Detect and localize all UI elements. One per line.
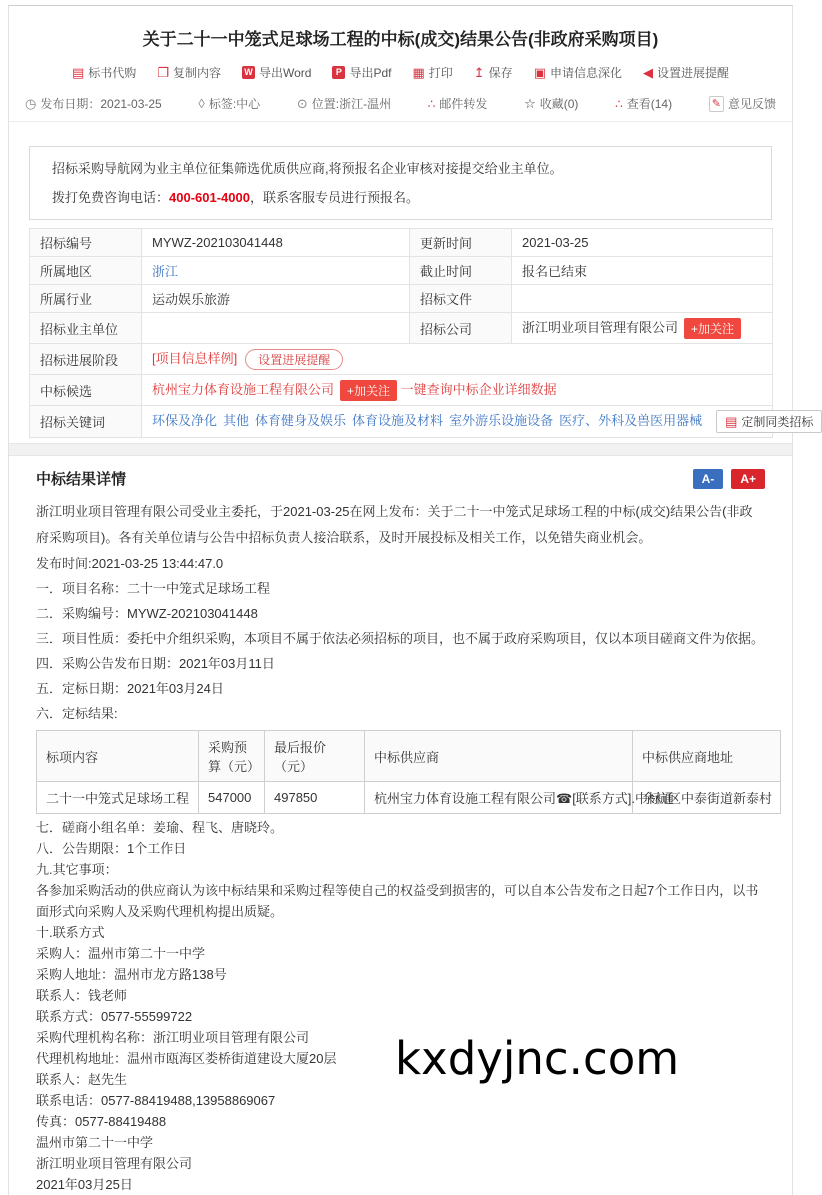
address-cell: 余杭区中泰街道新泰村 <box>633 782 781 814</box>
word-file-icon: W <box>242 66 255 79</box>
final-price-cell: 497850 <box>265 782 365 814</box>
candidate-cell <box>142 375 773 406</box>
detail-line: 十.联系方式 <box>36 925 105 941</box>
col-address-header: 中标供应商地址 <box>633 731 781 782</box>
location-pin-icon: ⊙ <box>296 96 308 111</box>
toolbar-item-progress-reminder[interactable] <box>643 64 729 81</box>
pencil-icon: ✎ <box>709 96 724 112</box>
detail-line: 一．项目名称：二十一中笼式足球场工程 <box>36 581 271 597</box>
bid-info-table <box>29 228 814 438</box>
clock-icon: ◷ <box>25 96 37 111</box>
mail-forward-button[interactable] <box>428 95 488 112</box>
table-row <box>30 344 773 375</box>
detail-line: 浙江明业项目管理有限公司 <box>36 1156 193 1172</box>
toolbar-label: 标书代购 <box>88 66 137 80</box>
toolbar-label: 保存 <box>488 66 513 80</box>
detail-line: 2021年03月25日 <box>36 1177 133 1193</box>
toolbar-label: 打印 <box>428 66 453 80</box>
custom-similar-bids-label: 定制同类招标 <box>741 415 814 430</box>
notice-box <box>29 146 772 220</box>
notice-line2 <box>52 183 749 212</box>
feedback-button[interactable] <box>709 95 776 112</box>
industry-label: 所属行业 <box>30 285 142 313</box>
bid-company-cell <box>512 313 773 344</box>
detail-line: 采购人地址：温州市龙方路138号 <box>36 967 227 983</box>
toolbar-label: 复制内容 <box>172 66 221 80</box>
share-icon: ∴ <box>615 96 623 111</box>
follow-company-button[interactable]: +加关注 <box>684 318 741 339</box>
publish-date <box>25 95 162 112</box>
col-item-header: 标项内容 <box>37 731 199 782</box>
announcement-page <box>8 5 814 1195</box>
document-purchase-icon: ▤ <box>71 65 85 80</box>
update-time-value: 2021-03-25 <box>512 229 773 257</box>
toolbar-label: 导出Pdf <box>349 66 392 80</box>
bid-company-name: 浙江明业项目管理有限公司 <box>522 320 679 335</box>
header-divider <box>9 121 792 122</box>
bid-doc-value <box>512 285 773 313</box>
detail-intro: 浙江明业项目管理有限公司受业主委托，于2021-03-25在网上发布：关于二十一中笼式足球场工程的中标(成交)结果公告(非政府采购项目)。各有关单位请与公告中招标负责人接洽联系，及时开展投标及相关工作，以免错失商业机会。 <box>36 504 753 546</box>
font-increase-button[interactable]: A+ <box>731 469 765 489</box>
location-text: 位置:浙江-温州 <box>311 97 392 111</box>
project-sample-link[interactable]: [项目信息样例] <box>152 351 238 367</box>
toolbar-item-export-word[interactable] <box>242 64 311 81</box>
keyword-link[interactable]: 环保及净化 <box>152 413 218 429</box>
stage-cell <box>142 344 773 375</box>
industry-value: 运动娱乐旅游 <box>142 285 410 313</box>
detail-line: 联系方式：0577-55599722 <box>36 1009 193 1025</box>
page-title: 关于二十一中笼式足球场工程的中标(成交)结果公告(非政府采购项目) <box>142 30 659 49</box>
bid-no-label: 招标编号 <box>30 229 142 257</box>
keyword-link[interactable]: 医疗、外科及兽医用器械 <box>559 413 703 429</box>
detail-line: 三．项目性质：委托中介组织采购，本项目不属于依法必须招标的项目，也不属于政府采购项目，仅以本项目磋商文件为依据。 <box>36 631 765 647</box>
save-icon: ↥ <box>473 65 485 80</box>
award-result-table <box>36 730 781 814</box>
favorite-label: 收藏(0) <box>539 97 579 111</box>
toolbar <box>9 64 792 81</box>
star-icon: ☆ <box>524 96 536 111</box>
document-icon: ▤ <box>725 414 738 430</box>
publish-time-line: 发布时间:2021-03-25 13:44:47.0 <box>36 556 224 572</box>
table-row <box>30 375 773 406</box>
detail-line: 八．公告期限：1个工作日 <box>36 841 187 857</box>
region-link[interactable]: 浙江 <box>152 264 179 279</box>
candidate-label: 中标候选 <box>30 375 142 406</box>
detail-line: 二．采购编号：MYWZ-202103041448 <box>36 606 258 622</box>
table-row <box>30 257 773 285</box>
section-separator <box>9 443 792 456</box>
toolbar-label: 申请信息深化 <box>549 66 622 80</box>
publish-date-label: 发布日期：2021-03-25 <box>40 97 162 111</box>
keyword-link[interactable]: 室外游乐设施设备 <box>449 413 554 429</box>
toolbar-item-doc-purchase[interactable] <box>72 64 136 81</box>
region-cell <box>142 257 410 285</box>
follow-candidate-button[interactable]: +加关注 <box>340 380 397 401</box>
deadline-label: 截止时间 <box>410 257 512 285</box>
table-header-row <box>37 731 781 782</box>
mail-forward-label: 邮件转发 <box>439 97 488 111</box>
font-size-controls <box>693 469 765 489</box>
detail-line: 五．定标日期：2021年03月24日 <box>36 681 224 697</box>
col-budget-header: 采购预算（元） <box>199 731 265 782</box>
hotline-number: 400-601-4000 <box>169 190 250 205</box>
table-row <box>37 782 781 814</box>
detail-line: 代理机构地址：温州市瓯海区娄桥街道建设大厦20层 <box>36 1051 337 1067</box>
notice-line1: 招标采购导航网为业主单位征集筛选优质供应商,将预报名企业审核对接提交给业主单位。 <box>52 161 563 176</box>
tag-label <box>198 95 260 112</box>
tag-text: 标签:中心 <box>208 97 261 111</box>
feedback-label: 意见反馈 <box>727 97 776 111</box>
detail-line: 温州市第二十一中学 <box>36 1135 154 1151</box>
query-candidate-link[interactable]: 一键查询中标企业详细数据 <box>400 382 557 398</box>
detail-line: 九.其它事项： <box>36 862 118 878</box>
budget-cell: 547000 <box>199 782 265 814</box>
share-icon: ∴ <box>427 96 436 111</box>
site-watermark: kxdyjnc.com <box>395 1032 680 1085</box>
region-label: 所属地区 <box>30 257 142 285</box>
candidate-company-link[interactable]: 杭州宝力体育设施工程有限公司 <box>152 382 335 398</box>
copy-icon: ❐ <box>157 65 169 80</box>
info-apply-icon: ▣ <box>533 65 546 80</box>
table-row <box>30 285 773 313</box>
printer-icon: ▦ <box>412 65 425 80</box>
bid-doc-label: 招标文件 <box>410 285 512 313</box>
detail-line: 采购人：温州市第二十一中学 <box>36 946 206 962</box>
location-label <box>297 95 391 112</box>
notice-line2-suffix: ，联系客服专员进行预报名。 <box>249 190 419 205</box>
toolbar-item-print[interactable] <box>412 64 452 81</box>
owner-label: 招标业主单位 <box>30 313 142 344</box>
tag-icon: ◊ <box>198 96 205 111</box>
detail-heading: 中标结果详情 <box>36 471 127 489</box>
col-final-price-header: 最后报价（元） <box>265 731 365 782</box>
detail-line: 联系人：钱老师 <box>36 988 128 1004</box>
detail-line: 四．采购公告发布日期：2021年03月11日 <box>36 656 275 672</box>
col-supplier-header: 中标供应商 <box>365 731 633 782</box>
toolbar-label: 设置进展提醒 <box>657 66 730 80</box>
views-button[interactable] <box>615 95 672 112</box>
notice-line2-prefix: 拨打免费咨询电话： <box>52 190 170 205</box>
detail-line: 联系电话：0577-88419488,13958869067 <box>36 1093 276 1109</box>
views-label: 查看(14) <box>626 97 673 111</box>
table-row <box>30 406 773 438</box>
detail-line: 联系人：赵先生 <box>36 1072 128 1088</box>
bid-no-value: MYWZ-202103041448 <box>142 229 410 257</box>
result-detail-section <box>9 468 792 1195</box>
supplier-link[interactable]: 杭州宝力体育设施工程有限公司☎[联系方式].中标通 <box>365 782 633 814</box>
owner-value <box>142 313 410 344</box>
table-row <box>30 313 773 344</box>
keyword-link[interactable]: 体育健身及娱乐 <box>255 413 347 429</box>
pdf-file-icon: P <box>332 66 345 79</box>
speaker-icon: ◀ <box>643 65 653 80</box>
deadline-value: 报名已结束 <box>512 257 773 285</box>
detail-header <box>36 468 765 489</box>
custom-similar-bids-button[interactable] <box>716 410 822 433</box>
item-cell: 二十一中笼式足球场工程 <box>37 782 199 814</box>
meta-bar <box>25 95 776 112</box>
bid-company-label: 招标公司 <box>410 313 512 344</box>
favorite-button[interactable] <box>524 95 578 112</box>
detail-line: 采购代理机构名称：浙江明业项目管理有限公司 <box>36 1030 310 1046</box>
keyword-link[interactable]: 其他 <box>223 413 250 429</box>
table-row <box>30 229 773 257</box>
stage-label: 招标进展阶段 <box>30 344 142 375</box>
keywords-label: 招标关键词 <box>30 406 142 438</box>
detail-line: 各参加采购活动的供应商认为该中标结果和采购过程等使自己的权益受到损害的，可以自本公告发布之日起7个工作日内，以书面形式向采购人及采购代理机构提出质疑。 <box>36 883 759 920</box>
update-time-label: 更新时间 <box>410 229 512 257</box>
toolbar-item-copy[interactable] <box>157 64 221 81</box>
detail-line: 传真：0577-88419488 <box>36 1114 167 1130</box>
detail-line: 六．定标结果: <box>36 706 118 722</box>
toolbar-item-export-pdf[interactable] <box>332 64 391 81</box>
toolbar-label: 导出Word <box>258 66 312 80</box>
detail-line: 七．磋商小组名单：姜瑜、程飞、唐晓玲。 <box>36 820 284 836</box>
keyword-link[interactable]: 体育设施及材料 <box>352 413 444 429</box>
toolbar-item-apply-info[interactable] <box>534 64 622 81</box>
toolbar-item-save[interactable] <box>474 64 513 81</box>
font-decrease-button[interactable]: A- <box>693 469 724 489</box>
progress-reminder-button[interactable]: 设置进展提醒 <box>245 349 343 370</box>
keywords-cell <box>142 406 814 438</box>
